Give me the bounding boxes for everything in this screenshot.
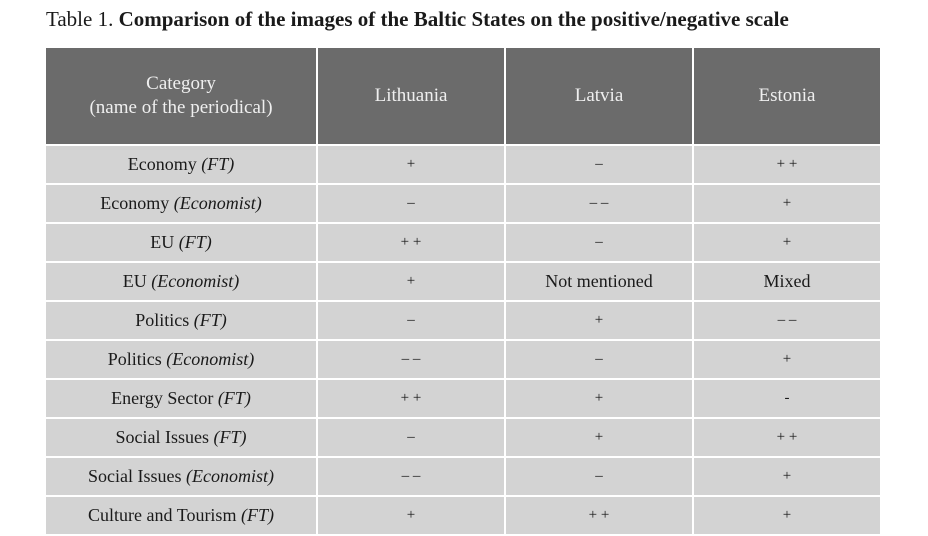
periodical-name: (Economist)	[166, 349, 255, 369]
category-cell	[46, 379, 317, 418]
latvia-value: +	[505, 418, 693, 457]
latvia-value: – –	[505, 184, 693, 223]
category-cell	[46, 340, 317, 379]
lithuania-value: +	[317, 496, 505, 534]
estonia-value: +	[693, 496, 880, 534]
category-name: Economy	[100, 193, 174, 213]
header-category-subtitle: (name of the periodical)	[89, 97, 273, 118]
estonia-value: +	[693, 340, 880, 379]
latvia-value: +	[505, 379, 693, 418]
caption-label: Table 1.	[46, 7, 119, 31]
table-caption	[46, 6, 789, 32]
estonia-value: +	[693, 223, 880, 262]
lithuania-value: – –	[317, 340, 505, 379]
table-row	[46, 301, 880, 340]
lithuania-value: –	[317, 184, 505, 223]
category-cell	[46, 301, 317, 340]
category-name: Culture and Tourism	[88, 505, 241, 525]
estonia-value: +	[693, 457, 880, 496]
category-name: Economy	[127, 154, 202, 174]
latvia-value: Not mentioned	[505, 262, 693, 301]
header-row	[46, 48, 880, 145]
category-name: Social Issues	[88, 466, 186, 486]
lithuania-value: + +	[317, 379, 505, 418]
latvia-value: –	[505, 340, 693, 379]
lithuania-value: +	[317, 262, 505, 301]
header-latvia: Latvia	[505, 48, 693, 145]
header-estonia: Estonia	[693, 48, 880, 145]
table-row	[46, 223, 880, 262]
category-name: Politics	[107, 349, 167, 369]
table-row	[46, 379, 880, 418]
periodical-name: (FT)	[178, 232, 212, 252]
table-row	[46, 457, 880, 496]
category-name: Social Issues	[115, 427, 214, 447]
lithuania-value: + +	[317, 223, 505, 262]
periodical-name: (FT)	[217, 388, 251, 408]
latvia-value: –	[505, 457, 693, 496]
table-row	[46, 340, 880, 379]
category-cell	[46, 457, 317, 496]
comparison-table	[46, 48, 880, 534]
caption-title: Comparison of the images of the Baltic States on the positive/negative scale	[118, 7, 789, 31]
estonia-value: -	[693, 379, 880, 418]
category-name: Energy Sector	[111, 388, 218, 408]
estonia-value: + +	[693, 418, 880, 457]
table-row	[46, 496, 880, 534]
estonia-value: – –	[693, 301, 880, 340]
periodical-name: (Economist)	[151, 271, 240, 291]
header-lithuania: Lithuania	[317, 48, 505, 145]
table-row	[46, 418, 880, 457]
table-body	[46, 145, 880, 534]
estonia-value: + +	[693, 145, 880, 184]
category-name: EU	[122, 271, 152, 291]
header-category	[46, 48, 317, 145]
latvia-value: –	[505, 223, 693, 262]
estonia-value: +	[693, 184, 880, 223]
periodical-name: (FT)	[193, 310, 227, 330]
category-cell	[46, 223, 317, 262]
periodical-name: (FT)	[240, 505, 274, 525]
lithuania-value: – –	[317, 457, 505, 496]
lithuania-value: +	[317, 145, 505, 184]
lithuania-value: –	[317, 301, 505, 340]
table-row	[46, 145, 880, 184]
periodical-name: (FT)	[201, 154, 235, 174]
periodical-name: (Economist)	[173, 193, 262, 213]
table-row	[46, 262, 880, 301]
latvia-value: –	[505, 145, 693, 184]
header-category-title: Category	[146, 73, 216, 94]
latvia-value: + +	[505, 496, 693, 534]
table-header	[46, 48, 880, 145]
category-cell	[46, 418, 317, 457]
category-cell	[46, 496, 317, 534]
category-cell	[46, 145, 317, 184]
estonia-value: Mixed	[693, 262, 880, 301]
lithuania-value: –	[317, 418, 505, 457]
category-name: EU	[150, 232, 179, 252]
category-name: Politics	[135, 310, 194, 330]
periodical-name: (Economist)	[186, 466, 274, 486]
periodical-name: (FT)	[213, 427, 247, 447]
latvia-value: +	[505, 301, 693, 340]
table-row	[46, 184, 880, 223]
category-cell	[46, 262, 317, 301]
category-cell	[46, 184, 317, 223]
